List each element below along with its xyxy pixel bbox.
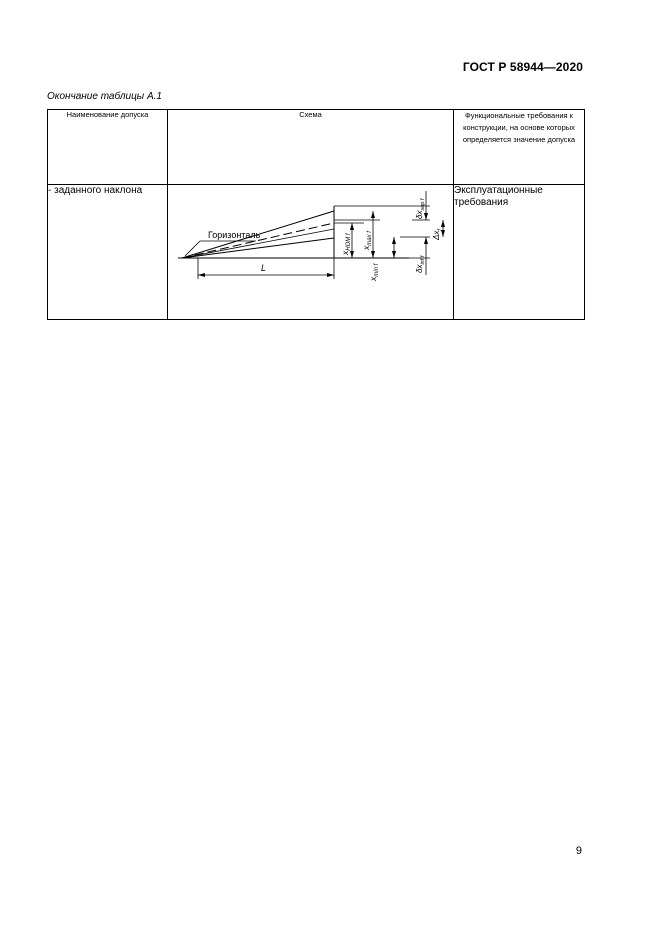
column-header-requirements [454, 110, 585, 185]
delta-x-label: $\Delta x_f$ [432, 229, 443, 240]
dx-sup-arrow [424, 213, 428, 220]
tolerance-name-cell: - заданного наклона [48, 185, 168, 320]
length-arrow-left [198, 273, 205, 277]
dx-inf-arrow [424, 237, 428, 244]
x-min-label: $x_{min f}$ [368, 263, 380, 281]
dx-inf-label: $\delta x_{inf f}$ [415, 255, 426, 273]
page-number: 9 [575, 845, 582, 857]
schema-cell [168, 185, 454, 320]
column-header-tolerance-name: Наименование допуска [48, 110, 168, 185]
x-min-arrow-top [392, 237, 396, 244]
x-min-arrow-bottom [392, 251, 396, 258]
delta-x-arrow-top [441, 220, 445, 227]
x-nom-arrow-top [350, 223, 354, 230]
x-max-label: $x_{max f}$ [361, 231, 373, 250]
tolerance-table [47, 109, 585, 320]
x-nom-label: $x_{НОМ f}$ [340, 233, 352, 255]
table-caption: Окончание таблицы А.1 [47, 91, 162, 102]
horizon-label: Горизонталь [208, 230, 261, 240]
requirements-cell: Эксплуатационные требования [454, 185, 585, 320]
length-label: L [261, 263, 267, 273]
table-header-row [48, 110, 585, 185]
x-max-arrow-bottom [371, 251, 375, 258]
table-row [48, 185, 585, 320]
horizon-pointer-tick [185, 241, 200, 256]
slope-tolerance-diagram [168, 185, 453, 314]
x-max-arrow-top [371, 211, 375, 218]
requirements-header-text: Функциональные требования к конструкции, на основе которых определяется значение допуска [462, 111, 576, 144]
standard-code: ГОСТ Р 58944—2020 [462, 60, 583, 74]
length-arrow-right [327, 273, 334, 277]
column-header-schema: Схема [168, 110, 454, 185]
x-nom-arrow-bottom [350, 251, 354, 258]
dx-sup-label: $\delta x_{sup f}$ [415, 198, 426, 219]
